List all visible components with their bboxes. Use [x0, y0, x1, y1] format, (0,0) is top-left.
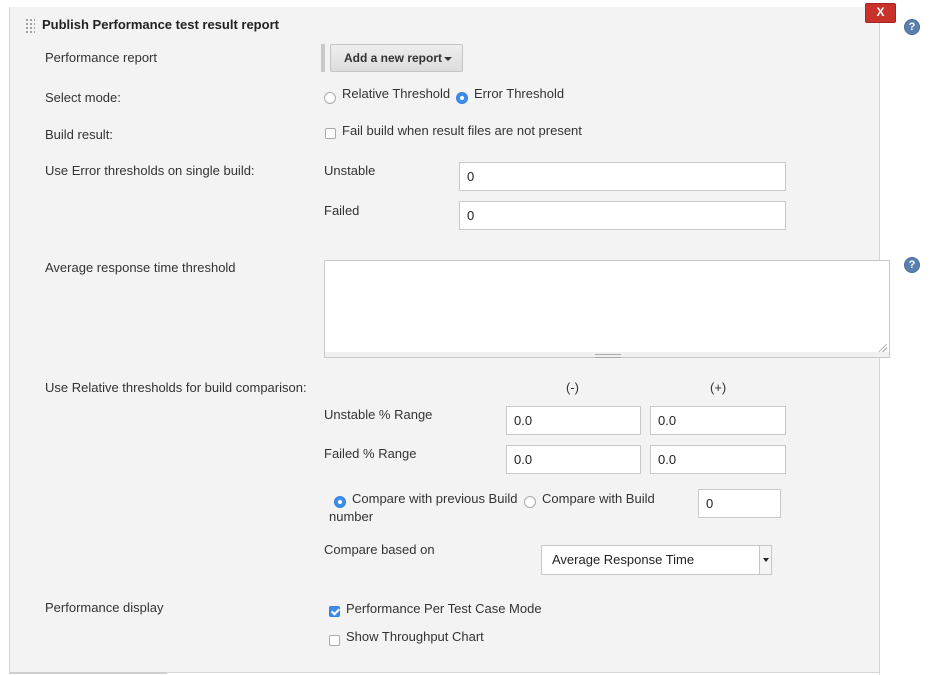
throughput-chart-checkbox[interactable] [329, 635, 340, 646]
compare-based-on-select[interactable] [541, 545, 772, 575]
build-result-label: Build result: [45, 127, 113, 142]
add-report-button-wrap [321, 44, 464, 72]
fail-build-checkbox[interactable] [325, 128, 336, 139]
relative-threshold-label[interactable]: Relative Threshold [342, 86, 451, 101]
plus-column-header: (+) [710, 380, 727, 395]
compare-based-on-value: Average Response Time [552, 552, 695, 567]
compare-previous-build-radio[interactable] [334, 496, 346, 508]
resize-corner-icon[interactable] [879, 344, 887, 352]
failed-range-minus-input[interactable] [506, 445, 641, 474]
minus-column-header: (-) [566, 380, 579, 395]
close-section-button[interactable]: X [865, 3, 896, 23]
avg-response-threshold-label: Average response time threshold [45, 260, 236, 275]
compare-with-build-radio[interactable] [524, 496, 536, 508]
compare-based-on-label: Compare based on [324, 542, 435, 557]
compare-previous-build-label-wrap[interactable]: number [329, 509, 374, 524]
unstable-range-plus-input[interactable] [650, 406, 786, 435]
bottom-divider [9, 672, 167, 674]
relative-thresholds-label: Use Relative thresholds for build comparison: [45, 380, 307, 395]
error-threshold-radio[interactable] [456, 92, 468, 104]
performance-display-label: Performance display [45, 600, 164, 615]
unstable-range-minus-input[interactable] [506, 406, 641, 435]
failed-range-label: Failed % Range [324, 446, 417, 461]
per-test-case-mode-checkbox[interactable] [329, 606, 340, 617]
textarea-resize-bar[interactable] [324, 352, 890, 358]
failed-range-plus-input[interactable] [650, 445, 786, 474]
relative-threshold-radio[interactable] [324, 92, 336, 104]
compare-with-build-label[interactable]: Compare with Build [542, 491, 655, 506]
section-title: Publish Performance test result report [42, 17, 279, 32]
question-circle-icon[interactable]: ? [904, 19, 920, 35]
drag-handle-icon[interactable] [25, 18, 35, 34]
build-number-input[interactable] [698, 489, 781, 518]
add-new-report-label: Add a new report [344, 51, 443, 65]
per-test-case-mode-label[interactable]: Performance Per Test Case Mode [346, 601, 542, 616]
error-thresholds-label: Use Error thresholds on single build: [45, 163, 255, 178]
error-threshold-label[interactable]: Error Threshold [474, 86, 565, 101]
question-circle-icon[interactable]: ? [904, 257, 920, 273]
avg-response-threshold-textarea[interactable] [324, 260, 890, 355]
throughput-chart-label[interactable]: Show Throughput Chart [346, 629, 484, 644]
fail-build-checkbox-label[interactable]: Fail build when result files are not present [342, 123, 582, 138]
unstable-threshold-input[interactable] [459, 162, 786, 191]
chevron-down-icon [759, 546, 771, 574]
unstable-label: Unstable [324, 163, 376, 178]
failed-label: Failed [324, 203, 360, 218]
compare-previous-build-label[interactable]: Compare with previous Build [352, 491, 518, 506]
performance-report-label: Performance report [45, 50, 157, 65]
select-mode-label: Select mode: [45, 90, 121, 105]
failed-threshold-input[interactable] [459, 201, 786, 230]
unstable-range-label: Unstable % Range [324, 407, 433, 422]
caret-down-icon [444, 57, 452, 61]
add-new-report-button[interactable] [330, 44, 463, 72]
